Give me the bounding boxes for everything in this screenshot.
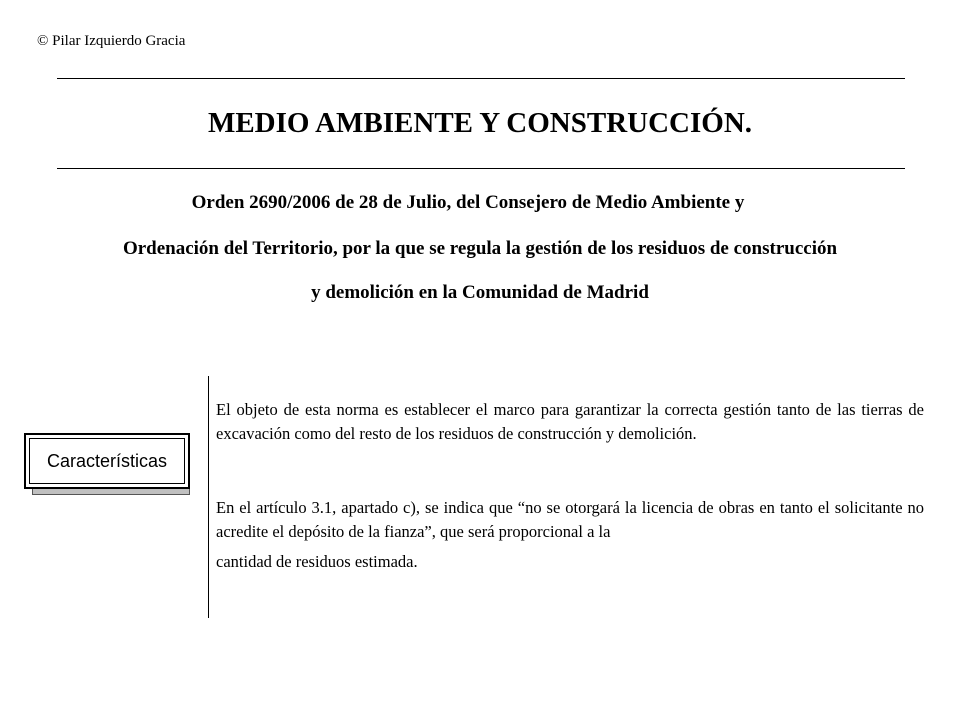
subtitle-line-1: Orden 2690/2006 de 28 de Julio, del Consejero de Medio Ambiente y [191,192,745,213]
description-paragraph-1: El objeto de esta norma es establecer el marco para garantizar la correcta gestión tanto de las tierras de excavación como del resto de los residuos de construcción y demolición. [216,400,924,443]
subtitle-line-2: Ordenación del Territorio, por la que se regula la gestión de los residuos de construcción [122,238,838,259]
description-paragraph-2-main: En el artículo 3.1, apartado c), se indica que “no se otorgará la licencia de obras en tanto el solicitante no acredite el depósito de la fianza”, que será proporcional a la [216,498,924,541]
copyright-notice: © Pilar Izquierdo Gracia [37,33,186,49]
section-label-frame [24,433,190,489]
description-paragraph-2-tail: cantidad de residuos estimada. [216,552,418,571]
subtitle-line-3: y demolición en la Comunidad de Madrid [311,282,649,303]
section-label-box [24,433,192,497]
section-vertical-divider [208,376,209,618]
section-label: Características [29,438,185,484]
description-paragraph-2 [216,496,924,574]
top-divider [57,78,905,79]
page-title: MEDIO AMBIENTE Y CONSTRUCCIÓN. [207,107,753,139]
title-divider [57,168,905,169]
